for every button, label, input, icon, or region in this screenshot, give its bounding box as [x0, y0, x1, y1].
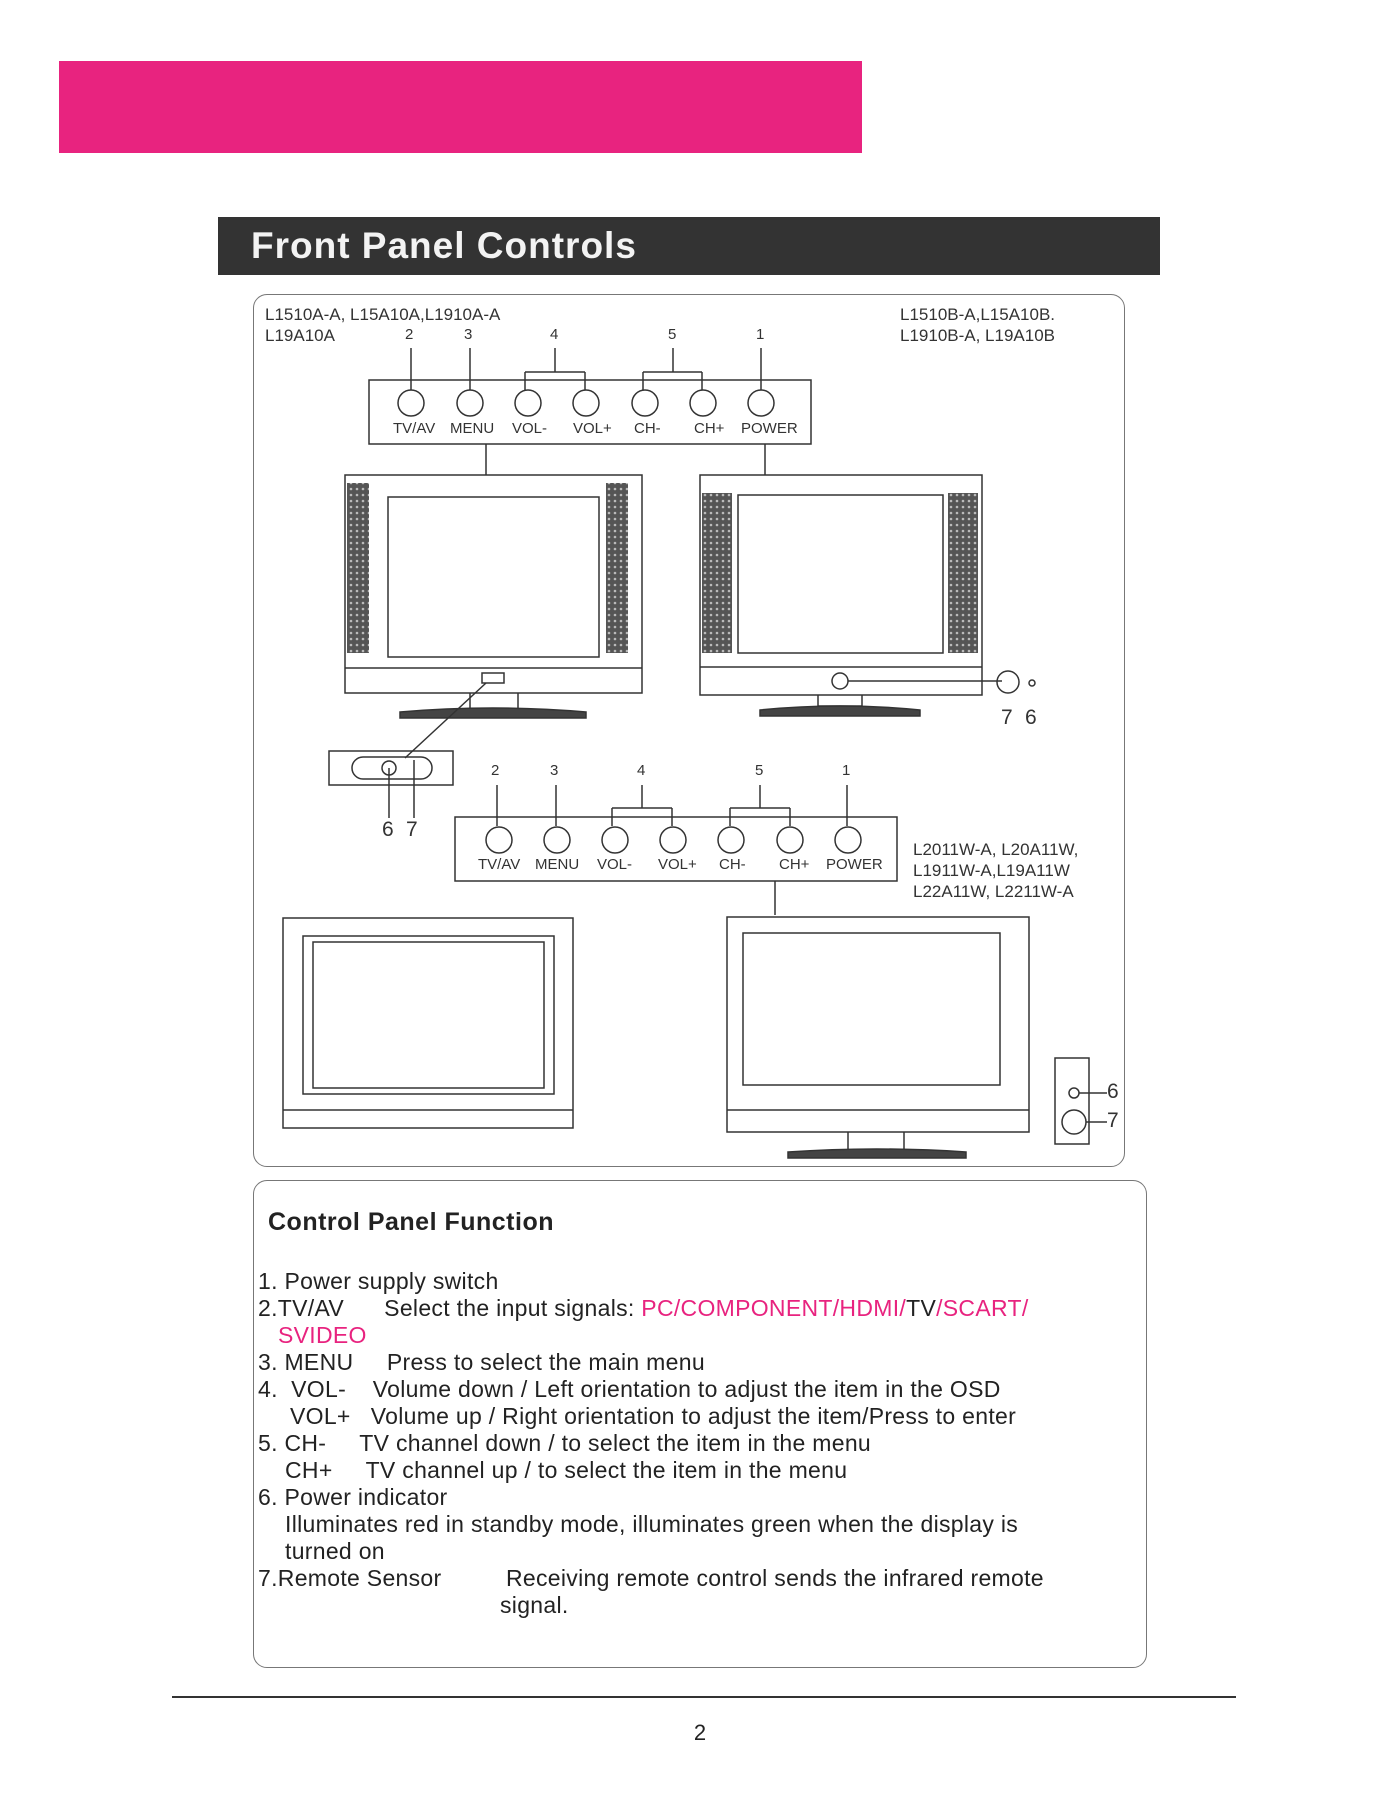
callout-7-closeup: 7: [406, 818, 418, 841]
function-line-7b: Receiving remote control sends the infrared remote: [506, 1565, 1044, 1591]
function-line-5b: CH+ TV channel up / to select the item in the menu: [285, 1457, 848, 1483]
callout-5-lower: 5: [755, 762, 764, 779]
page-number: 2: [693, 1720, 707, 1745]
model-list-a-line1: L1510A-A, L15A10A,L1910A-A: [265, 305, 501, 324]
tv-c: [283, 918, 573, 1128]
function-line-6b: Illuminates red in standby mode, illuminates green when the display is: [285, 1511, 1019, 1537]
callout-4-lower: 4: [637, 762, 646, 779]
model-list-c-line2: L1911W-A,L19A11W: [913, 861, 1070, 880]
label-tvav: TV/AV: [393, 420, 436, 437]
tv-a: [345, 475, 642, 693]
tv-d: [727, 917, 1029, 1132]
function-title: Control Panel Function: [268, 1208, 554, 1236]
callout-5: 5: [668, 326, 677, 343]
callout-1: 1: [756, 326, 765, 343]
model-list-c-line1: L2011W-A, L20A11W,: [913, 840, 1079, 859]
callout-6-lower: 6: [1107, 1080, 1119, 1103]
callout-3-lower: 3: [550, 762, 559, 779]
footer-rule: [172, 1696, 1236, 1698]
label-power: POWER: [741, 420, 798, 437]
label-vol-minus-lower: VOL-: [597, 856, 633, 873]
label-ch-plus-lower: CH+: [779, 856, 810, 873]
tv-b: [700, 475, 982, 695]
label-menu: MENU: [450, 420, 495, 437]
function-line-4b: VOL+ Volume up / Right orientation to adjust the item/Press to enter: [290, 1403, 1017, 1429]
callout-4: 4: [550, 326, 559, 343]
label-vol-minus: VOL-: [512, 420, 548, 437]
model-list-b-line2: L1910B-A, L19A10B: [900, 326, 1056, 345]
model-list-b-line1: L1510B-A,L15A10B.: [900, 305, 1056, 324]
function-line-6c: turned on: [285, 1538, 385, 1564]
function-line-3: 3. MENU Press to select the main menu: [258, 1349, 705, 1375]
callout-7-lower: 7: [1107, 1109, 1119, 1132]
callout-3: 3: [464, 326, 473, 343]
model-list-a-line2: L19A10A: [265, 326, 335, 345]
page-title: Front Panel Controls: [218, 217, 1160, 275]
function-line-4a: 4. VOL- Volume down / Left orientation to adjust the item in the OSD: [258, 1376, 1001, 1402]
function-line-6a: 6. Power indicator: [258, 1484, 448, 1510]
label-ch-minus-lower: CH-: [719, 856, 746, 873]
model-list-c-line3: L22A11W, L2211W-A: [913, 882, 1074, 901]
function-line-2: 2.TV/AV Select the input signals: PC/COMPONENT/HDMI/TV/SCART/: [258, 1295, 1029, 1321]
label-ch-plus: CH+: [694, 420, 725, 437]
callout-2-lower: 2: [491, 762, 500, 779]
label-vol-plus-lower: VOL+: [658, 856, 697, 873]
callout-2: 2: [405, 326, 414, 343]
callout-6-upper: 6: [1025, 706, 1037, 729]
callout-7-upper: 7: [1001, 706, 1013, 729]
callout-6-closeup: 6: [382, 818, 394, 841]
function-line-5a: 5. CH- TV channel down / to select the item in the menu: [258, 1430, 872, 1456]
function-line-7a: 7.Remote Sensor: [258, 1565, 442, 1591]
label-tvav-lower: TV/AV: [478, 856, 521, 873]
callout-1-lower: 1: [842, 762, 851, 779]
label-power-lower: POWER: [826, 856, 883, 873]
function-line-1: 1. Power supply switch: [258, 1268, 499, 1294]
function-line-2-cont: SVIDEO: [278, 1322, 367, 1348]
label-menu-lower: MENU: [535, 856, 580, 873]
label-ch-minus: CH-: [634, 420, 661, 437]
function-line-7c: signal.: [500, 1592, 569, 1618]
label-vol-plus: VOL+: [573, 420, 612, 437]
